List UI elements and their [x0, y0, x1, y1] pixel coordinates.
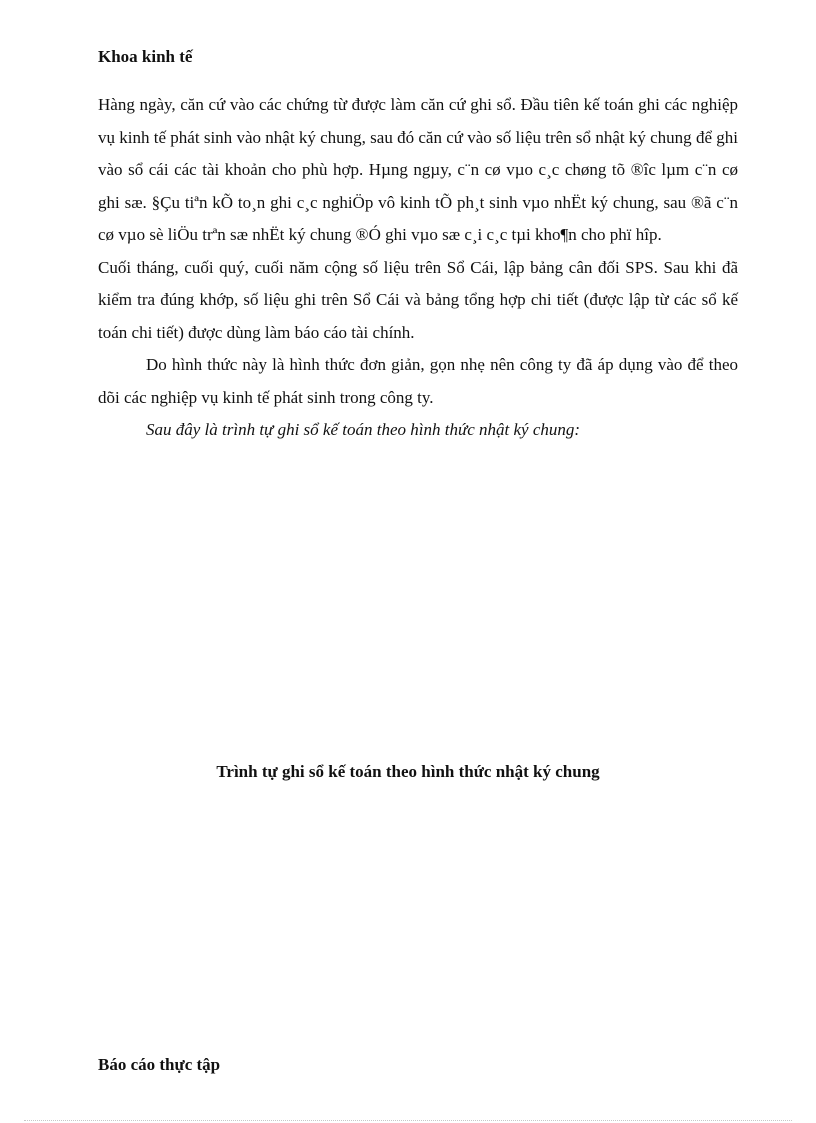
paragraph-2: Cuối tháng, cuối quý, cuối năm cộng số liệu trên Sổ Cái, lập bảng cân đối SPS. Sau khi đã kiểm tra đúng khớp, số liệu ghi trên Sổ Cái và bảng tổng hợp chi tiết (được lập từ các sổ kế toán chi tiết) được dùng làm báo cáo tài chính.: [98, 257, 738, 342]
figure-caption: Trình tự ghi sổ kế toán theo hình thức nhật ký chung: [216, 762, 600, 781]
page-edge-divider: [24, 1120, 792, 1121]
page-footer: Báo cáo thực tập: [98, 1055, 221, 1074]
page-header: Khoa kinh tế: [98, 47, 193, 66]
paragraph-3: Do hình thức này là hình thức đơn giản, gọn nhẹ nên công ty đã áp dụng vào để theo dõi các nghiệp vụ kinh tế phát sinh trong công ty.: [98, 355, 738, 407]
paragraph-1: Hàng ngày, căn cứ vào các chứng từ được làm căn cứ ghi sổ. Đầu tiên kế toán ghi các nghiệp vụ kinh tế phát sinh vào nhật ký chung, sau đó căn cứ vào số liệu trên sổ nhật ký chung để ghi vào sổ cái các tài khoản cho phù hợp. Hµng ngµy, c¨n cø vµo c¸c chøng tõ ®îc lµm c¨n cø ghi sæ. §Çu tiªn kÕ to¸n ghi c¸c nghiÖp vô kinh tÕ ph¸t sinh vµo nhËt ký chung, sau ®ã c¨n cø vµo sè liÖu trªn sæ nhËt ký chung ®Ó ghi vµo sæ c¸i c¸c tµi kho¶n cho phï hîp.: [98, 95, 738, 244]
body-text: [98, 89, 738, 447]
paragraph-4: Sau đây là trình tự ghi sổ kế toán theo hình thức nhật ký chung:: [146, 420, 581, 439]
